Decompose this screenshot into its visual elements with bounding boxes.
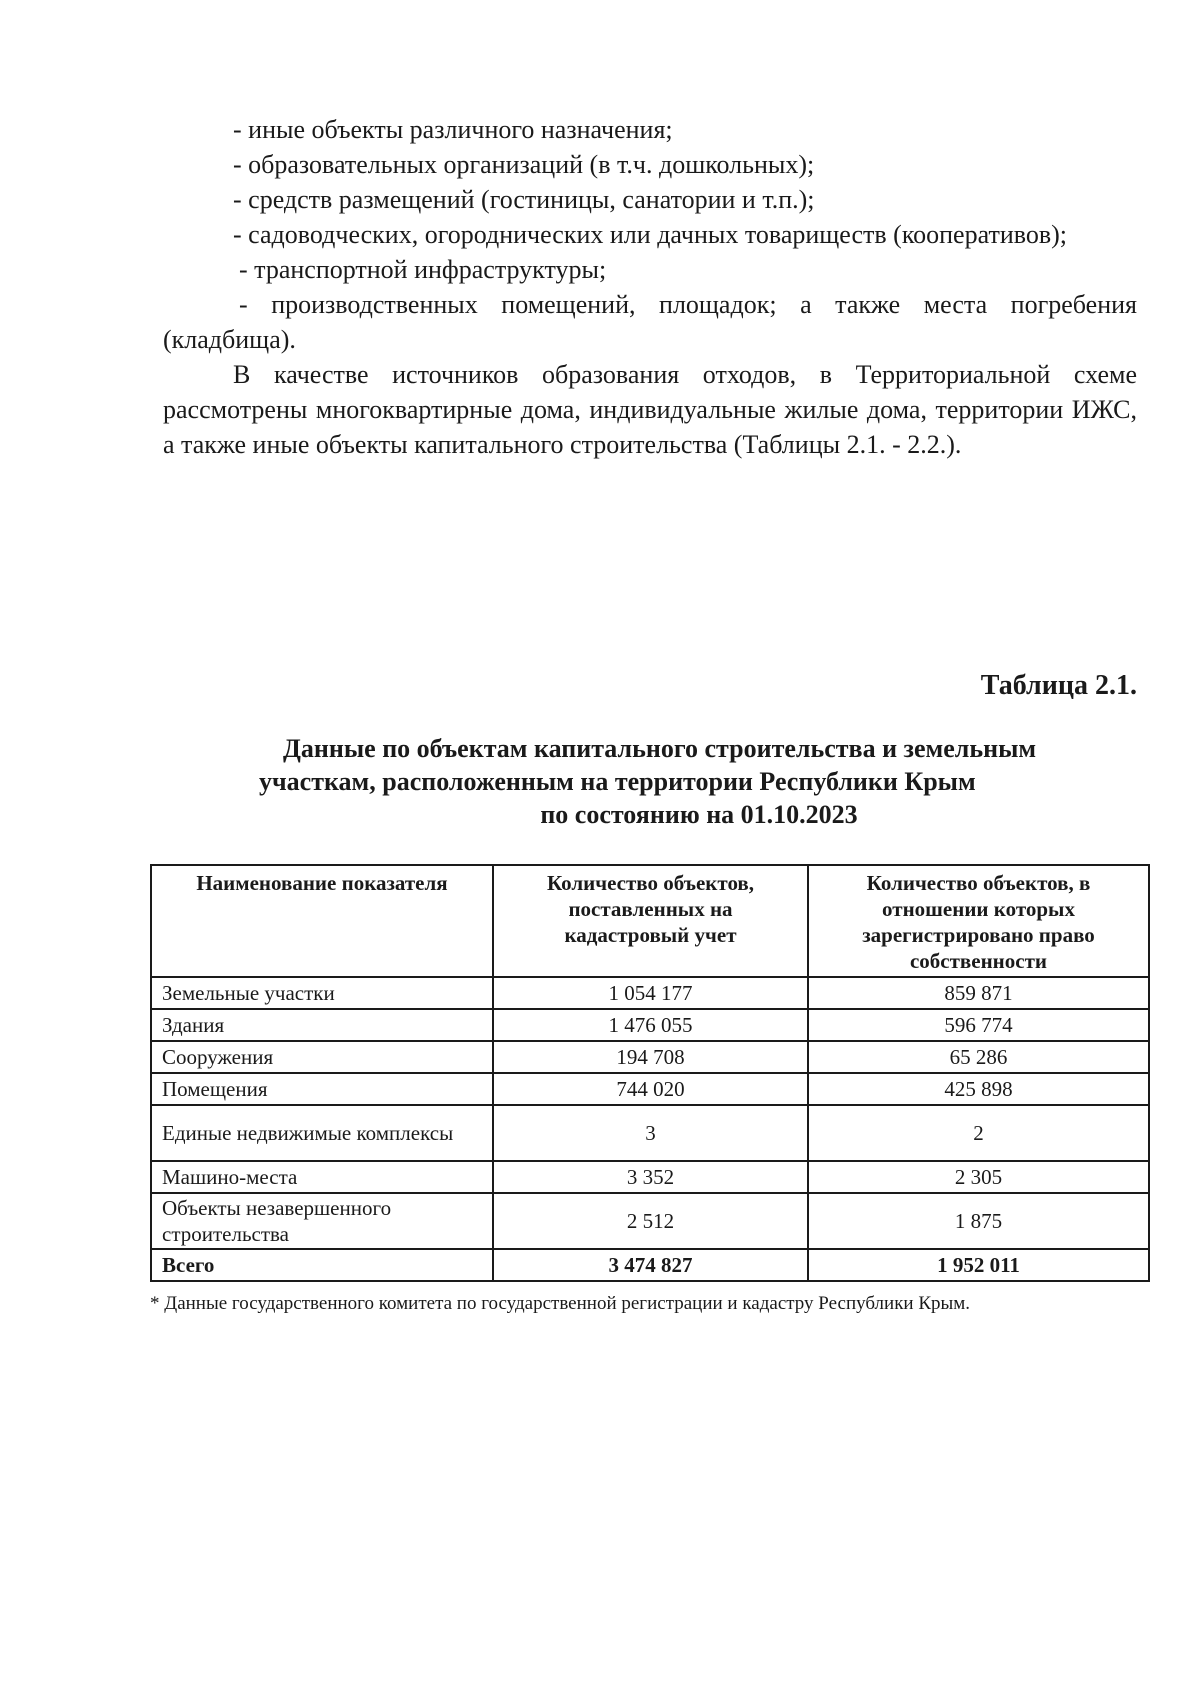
row-name: Машино-места bbox=[151, 1161, 493, 1193]
list-item: - средств размещений (гостиницы, санатории и т.п.); bbox=[233, 185, 815, 214]
table-header-row bbox=[151, 865, 1149, 977]
table-row bbox=[151, 1073, 1149, 1105]
table-footnote: * Данные государственного комитета по государственной регистрации и кадастру Республики Крым. bbox=[150, 1293, 971, 1314]
row-cadastral: 194 708 bbox=[493, 1041, 808, 1073]
table-row bbox=[151, 1041, 1149, 1073]
table-total-row bbox=[151, 1249, 1149, 1281]
table-title-line: по состоянию на 01.10.2023 bbox=[540, 800, 858, 829]
total-name: Всего bbox=[151, 1249, 493, 1281]
row-registered: 859 871 bbox=[808, 977, 1149, 1009]
row-cadastral: 3 bbox=[493, 1105, 808, 1161]
row-registered: 425 898 bbox=[808, 1073, 1149, 1105]
table-row bbox=[151, 1009, 1149, 1041]
table-title-line: Данные по объектам капитального строительства и земельным bbox=[283, 734, 1037, 763]
row-cadastral: 3 352 bbox=[493, 1161, 808, 1193]
table-row bbox=[151, 1161, 1149, 1193]
row-registered: 65 286 bbox=[808, 1041, 1149, 1073]
header-cadastral-count: Количество объектов, поставленных на кадастровый учет bbox=[493, 865, 808, 977]
list-item: - образовательных организаций (в т.ч. дошкольных); bbox=[233, 150, 815, 179]
row-registered: 2 305 bbox=[808, 1161, 1149, 1193]
header-indicator-name: Наименование показателя bbox=[151, 865, 493, 977]
total-cadastral: 3 474 827 bbox=[493, 1249, 808, 1281]
row-registered: 1 875 bbox=[808, 1193, 1149, 1249]
data-table bbox=[150, 864, 1150, 1282]
document-page bbox=[150, 112, 1137, 1314]
table-row bbox=[151, 1193, 1149, 1249]
row-cadastral: 2 512 bbox=[493, 1193, 808, 1249]
total-registered: 1 952 011 bbox=[808, 1249, 1149, 1281]
list-item: - садоводческих, огороднических или дачных товариществ (кооперативов); bbox=[233, 220, 1067, 249]
table-row bbox=[151, 977, 1149, 1009]
row-name: Сооружения bbox=[151, 1041, 493, 1073]
table-label: Таблица 2.1. bbox=[980, 670, 1137, 701]
list-item: - транспортной инфраструктуры; bbox=[239, 255, 607, 284]
row-name: Здания bbox=[151, 1009, 493, 1041]
table-title bbox=[163, 732, 1137, 831]
table-title-line: участкам, расположенным на территории Республики Крым bbox=[259, 767, 976, 796]
list-item: - иные объекты различного назначения; bbox=[233, 115, 673, 144]
row-name: Земельные участки bbox=[151, 977, 493, 1009]
row-name: Объекты незавершенного строительства bbox=[151, 1193, 493, 1249]
row-registered: 596 774 bbox=[808, 1009, 1149, 1041]
table-row bbox=[151, 1105, 1149, 1161]
body-paragraph: В качестве источников образования отходов, в Территориальной схеме рассмотрены многоквартирные дома, индивидуальные жилые дома, территории ИЖС, а также иные объекты капитального строительства (Таблицы 2.1. - 2.2.). bbox=[163, 360, 1137, 459]
row-registered: 2 bbox=[808, 1105, 1149, 1161]
row-cadastral: 1 054 177 bbox=[493, 977, 808, 1009]
row-name: Единые недвижимые комплексы bbox=[151, 1105, 493, 1161]
row-cadastral: 744 020 bbox=[493, 1073, 808, 1105]
row-name: Помещения bbox=[151, 1073, 493, 1105]
header-registered-count: Количество объектов, в отношении которых зарегистрировано право собственности bbox=[808, 865, 1149, 977]
row-cadastral: 1 476 055 bbox=[493, 1009, 808, 1041]
list-item: - производственных помещений, площадок; а также места погребения (кладбища). bbox=[163, 290, 1137, 354]
